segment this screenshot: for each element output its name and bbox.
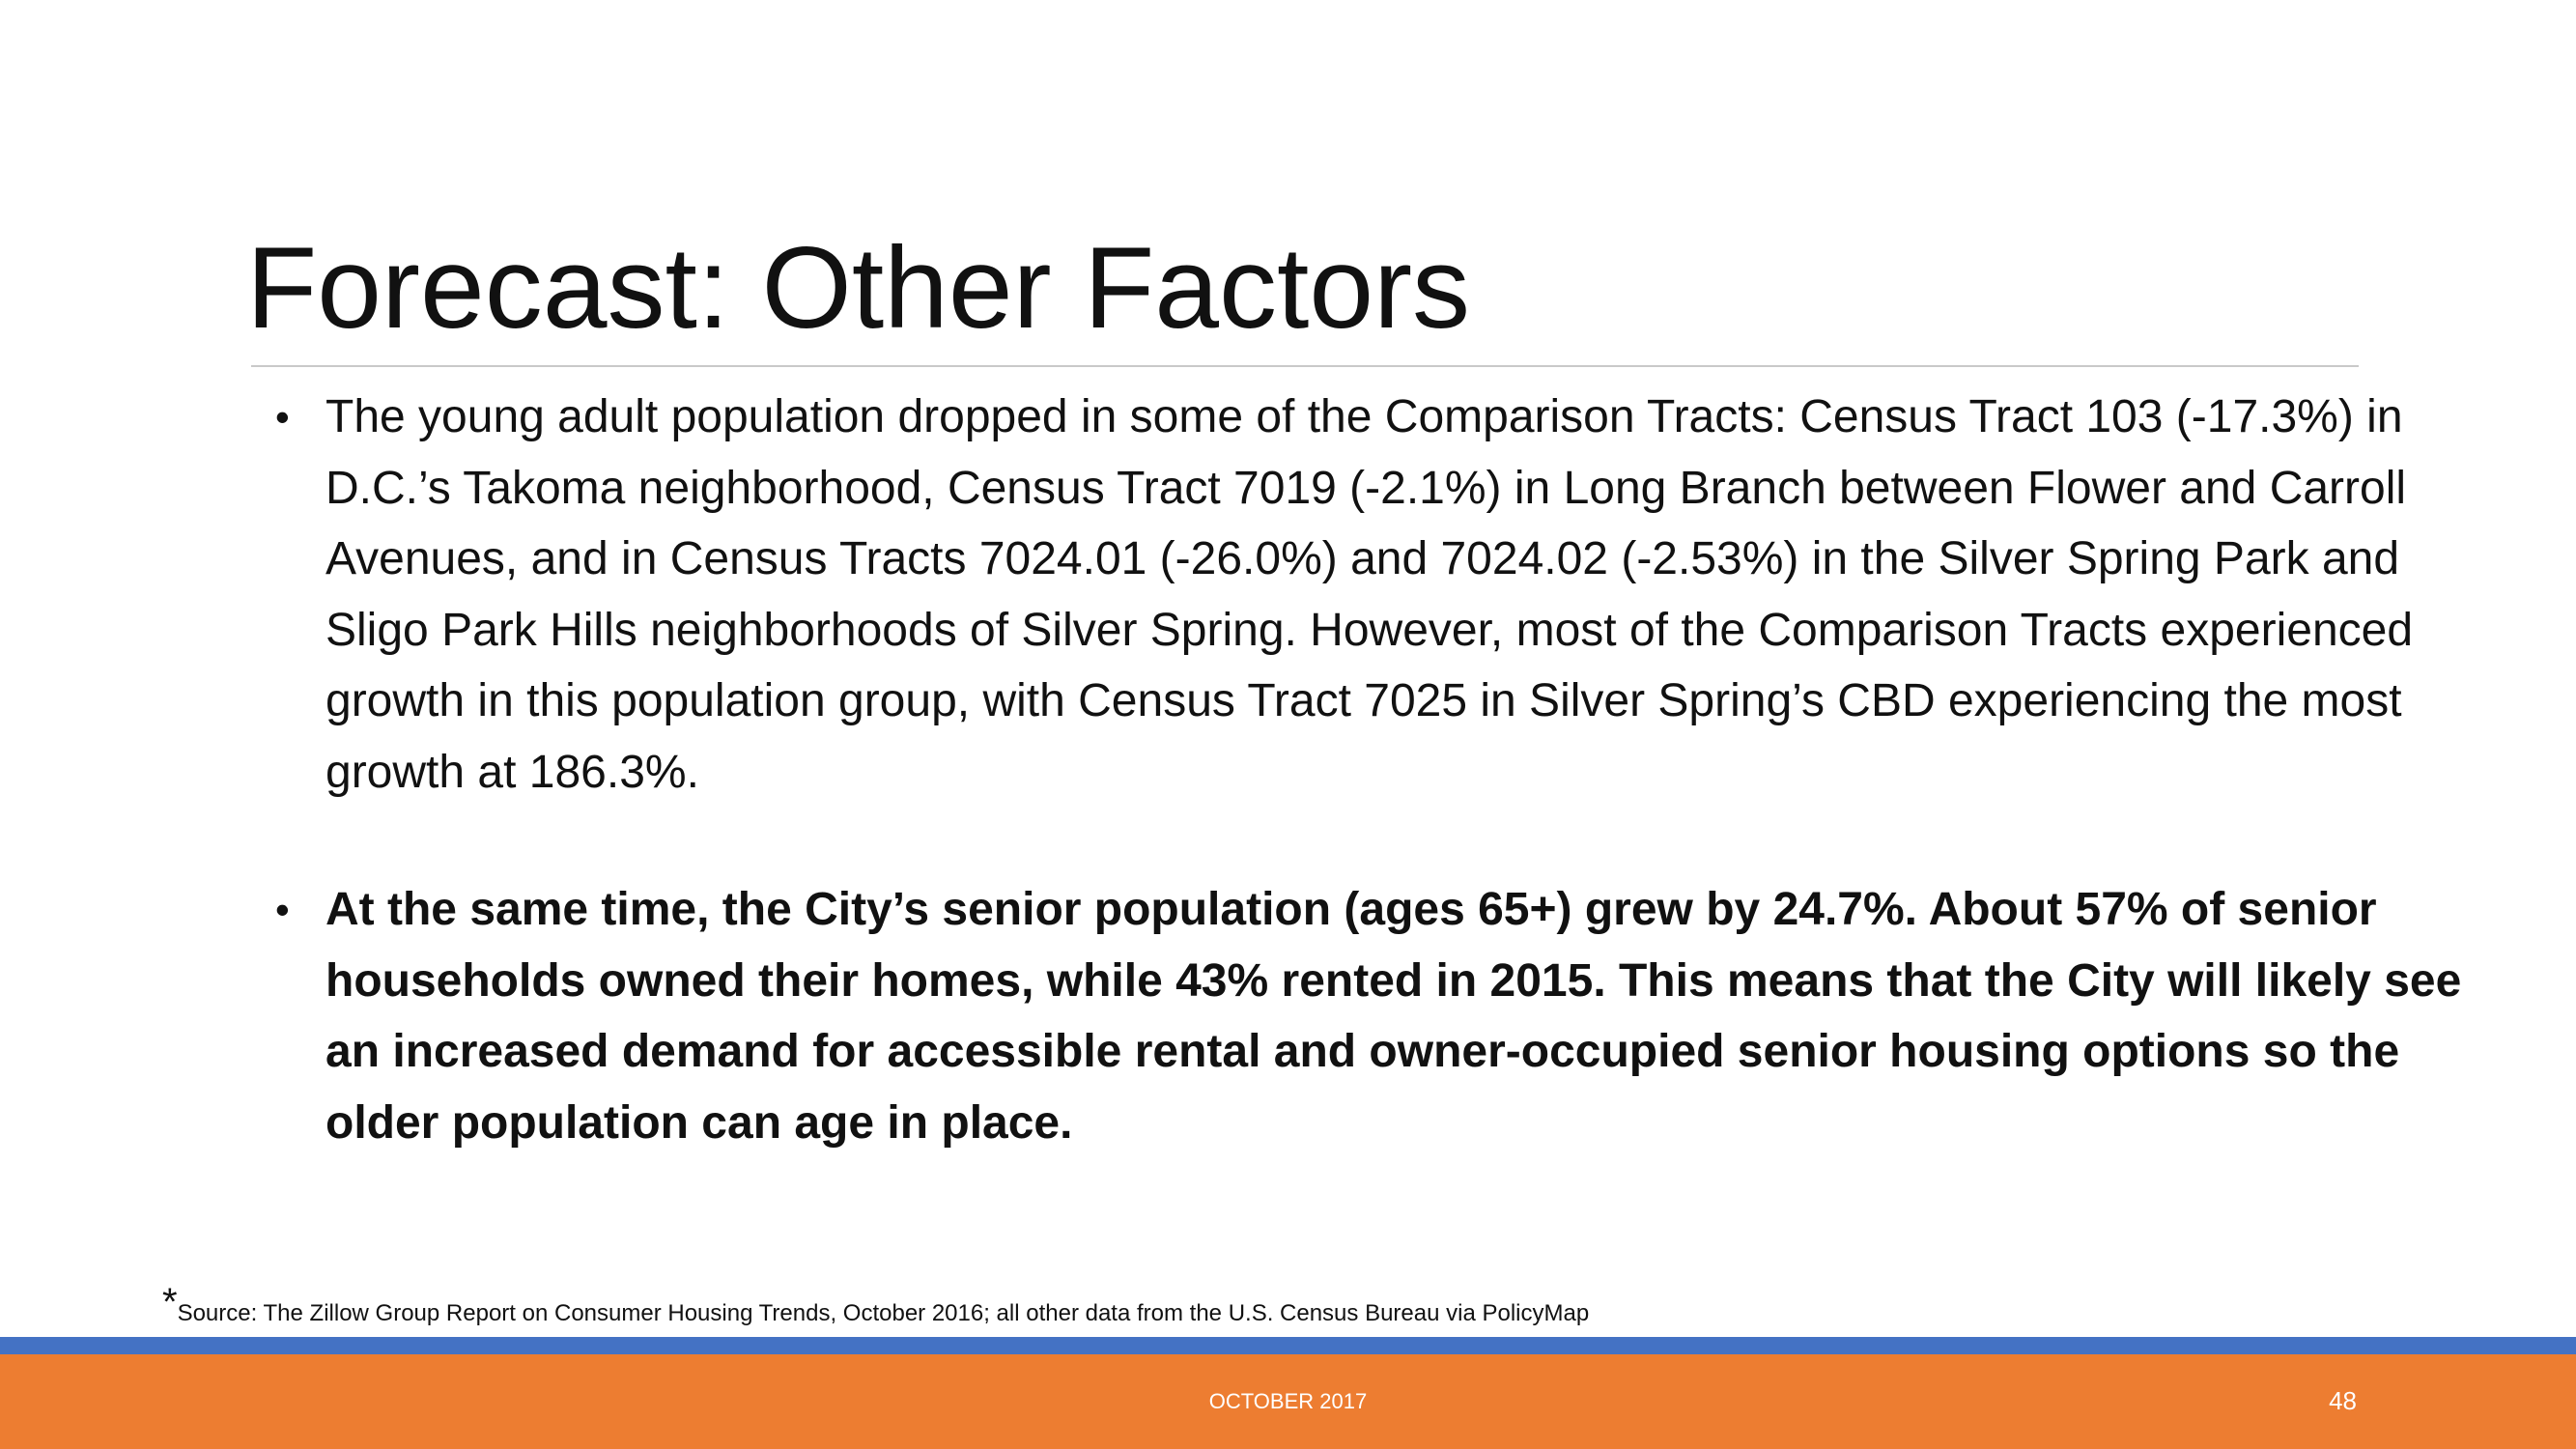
footnote-asterisk: * [162, 1281, 178, 1323]
source-text: Source: The Zillow Group Report on Consumer Housing Trends, October 2016; all other data from the U.S. Census Bureau via PolicyMap [177, 1300, 1590, 1326]
page-number: 48 [2329, 1386, 2357, 1415]
bullet-dot-icon: • [275, 887, 290, 932]
bullet-text: The young adult population dropped in some of the Comparison Tracts: Census Tract 103 (-17.3%) in D.C.’s Takoma neighborhood, Census Tract 7019 (-2.1%) in Long Branch between Flower and Carroll Avenues, and in Census Tracts 7024.01 (-26.0%) and 7024.02 (-2.53%) in the Silver Spring Park and Sligo Park Hills neighborhoods of Silver Spring. However, most of the Comparison Tracts experienced growth in this population group, with Census Tract 7025 in Silver Spring’s CBD experiencing the most growth at 186.3%. [326, 391, 2414, 798]
bullet-list [275, 382, 2477, 1158]
slide-title: Forecast: Other Factors [246, 223, 1471, 353]
footer-date: OCTOBER 2017 [1208, 1389, 1368, 1413]
bullet-item-young-adult [275, 382, 2477, 808]
bullet-item-senior [275, 874, 2477, 1158]
bullet-text: At the same time, the City’s senior population (ages 65+) grew by 24.7%. About 57% of senior households owned their homes, while 43% rented in 2015. This means that the City will likely see an increased demand for accessible rental and owner-occupied senior housing options so the older population can age in place. [326, 884, 2462, 1149]
bullet-dot-icon: • [275, 394, 290, 440]
footer-stripe [0, 1337, 2576, 1354]
source-footnote [162, 1281, 1589, 1327]
title-divider [251, 365, 2359, 367]
